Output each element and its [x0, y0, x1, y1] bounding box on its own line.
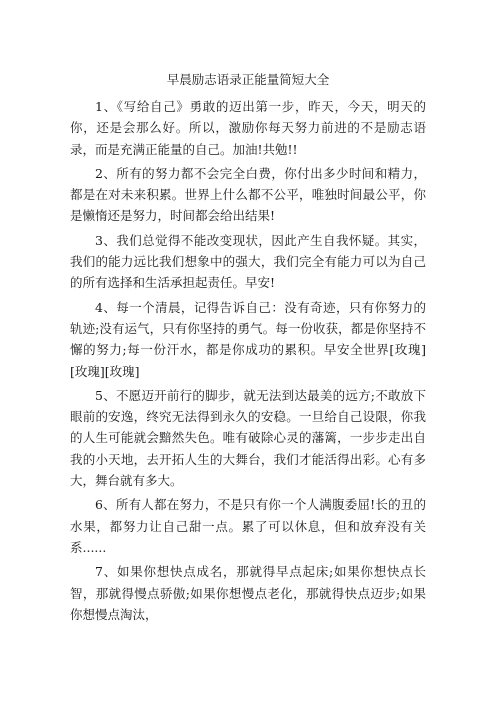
paragraph-1: 1、《写给自己》勇敢的迈出第一步，昨天，今天，明天的你，还是会那么好。所以，激励你每天努力前进的不是励志语录，而是充满正能量的自己。加油!共勉!!	[70, 99, 426, 157]
paragraph-6: 6、所有人都在努力，不是只有你一个人满腹委屈!长的丑的水果，都努力让自己甜一点。累了可以休息，但和放弃没有关系......	[70, 497, 426, 555]
document-title: 早晨励志语录正能量简短大全	[166, 72, 330, 87]
paragraph-4: 4、每一个清晨，记得告诉自己：没有奇迹，只有你努力的轨迹;没有运气，只有你坚持的勇气。每一份收获，都是你坚持不懈的努力;每一份汗水，都是你成功的累积。早安全世界[玫瑰][玫瑰][玫瑰]	[70, 299, 426, 379]
paragraph-3: 3、我们总觉得不能改变现状，因此产生自我怀疑。其实，我们的能力远比我们想象中的强大，我们完全有能力可以为自己的所有选择和生活承担起责任。早安!	[70, 232, 426, 291]
paragraph-7: 7、如果你想快点成名，那就得早点起床;如果你想快点长智，那就得慢点骄傲;如果你想慢点老化，那就得快点迈步;如果你想慢点淘汰，	[70, 564, 426, 622]
paragraph-2: 2、所有的努力都不会完全白费，你付出多少时间和精力，都是在对未来积累。世界上什么都不公平，唯独时间最公平，你是懒惰还是努力，时间都会给出结果!	[70, 165, 426, 224]
paragraph-5: 5、不愿迈开前行的脚步，就无法到达最美的远方;不敢放下眼前的安逸，终究无法得到永久的安稳。一旦给自己设限，你我的人生可能就会黯然失色。唯有破除心灵的藩篱，一步步走出自我的小天地，去开拓人生的大舞台，我们才能活得出彩。心有多大，舞台就有多大。	[70, 387, 426, 489]
